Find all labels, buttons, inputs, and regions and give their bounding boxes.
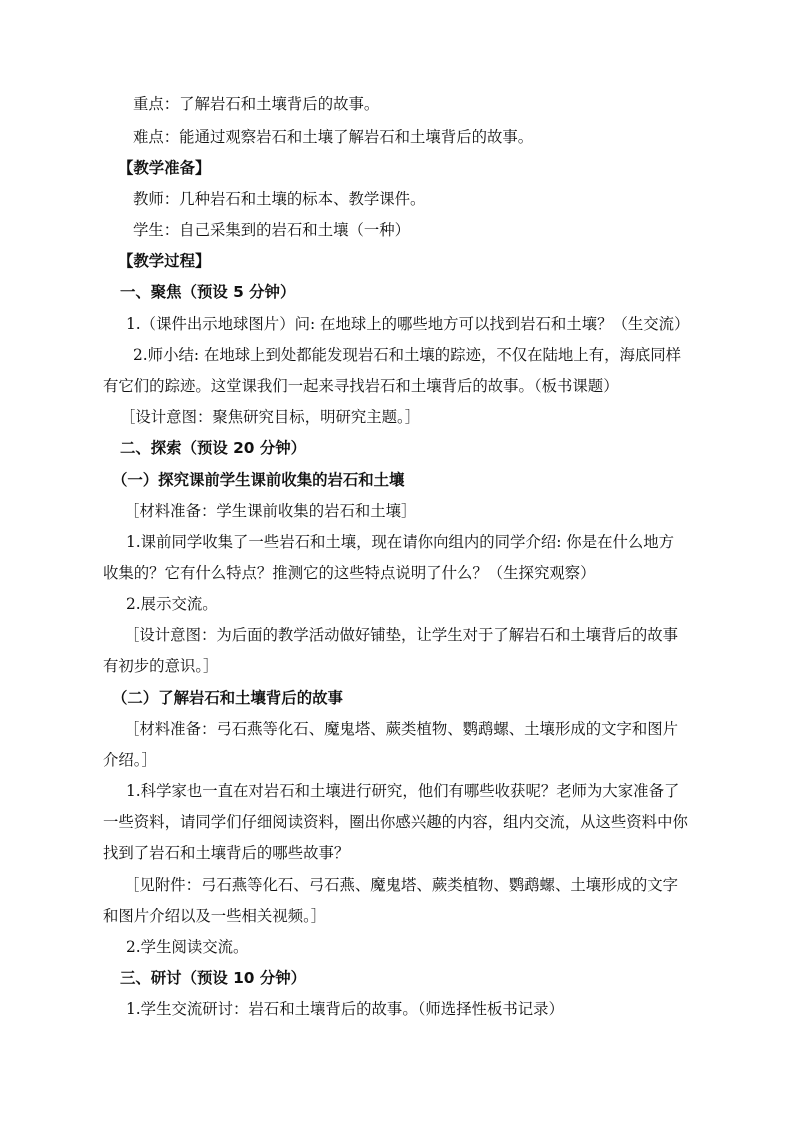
design-intent-line: ［设计意图：为后面的教学活动做好铺垫，让学生对于了解岩石和土壤背后的故事 [124,626,679,644]
materials-line: ［材料准备：弓石燕等化石、魔鬼塔、蕨类植物、鹦鹉螺、土壤形成的文字和图片 [124,720,679,738]
paragraph-line: 1.科学家也一直在对岩石和土壤进行研究，他们有哪些收获呢？老师为大家准备了 [126,782,680,800]
materials-line: 介绍。］ [103,751,157,769]
paragraph-line: 2.展示交流。 [126,595,218,613]
sub-heading-explore-materials: （一）探究课前学生课前收集的岩石和土壤 [112,471,405,489]
step-heading-focus: 一、聚焦（预设 5 分钟） [120,283,296,301]
paragraph-line: 收集的？它有什么特点？推测它的这些特点说明了什么？（生探究观察） [103,564,596,582]
materials-line: ［材料准备：学生课前收集的岩石和土壤］ [124,502,417,520]
section-heading-process: 【教学过程】 [118,252,211,270]
paragraph-line: 一些资料，请同学们仔细阅读资料，圈出你感兴趣的内容，组内交流，从这些资料中你 [103,813,688,831]
key-point-line: 重点：了解岩石和土壤背后的故事。 [133,95,380,113]
attachment-line: ［见附件：弓石燕等化石、弓石燕、魔鬼塔、蕨类植物、鹦鹉螺、土壤形成的文字 [124,876,679,894]
section-heading-preparation: 【教学准备】 [118,159,211,177]
paragraph-line: 2.师小结: 在地球上到处都能发现岩石和土壤的踪迹，不仅在陆地上有，海底同样 [133,346,682,364]
paragraph-line: 找到了岩石和土壤背后的哪些故事？ [103,844,350,862]
teacher-prep-line: 教师：几种岩石和土壤的标本、教学课件。 [133,190,426,208]
paragraph-line: 有它们的踪迹。这堂课我们一起来寻找岩石和土壤背后的故事。（板书课题） [103,377,619,395]
paragraph-line: 1.课前同学收集了一些岩石和土壤，现在请你向组内的同学介绍: 你是在什么地方 [126,533,675,551]
student-prep-line: 学生：自己采集到的岩石和土壤（一种） [133,221,411,239]
paragraph-line: 1.学生交流研讨：岩石和土壤背后的故事。（师选择性板书记录） [126,1000,564,1018]
paragraph-line: 2.学生阅读交流。 [126,938,249,956]
paragraph-line: 1.（课件出示地球图片）问: 在地球上的哪些地方可以找到岩石和土壤？（生交流） [126,315,690,333]
step-heading-discuss: 三、研讨（预设 10 分钟） [120,969,307,987]
design-intent-line: 有初步的意识。］ [103,657,219,675]
design-intent-line: ［设计意图：聚焦研究目标，明研究主题。］ [120,408,421,426]
sub-heading-stories: （二）了解岩石和土壤背后的故事 [112,689,343,707]
difficulty-line: 难点：能通过观察岩石和土壤了解岩石和土壤背后的故事。 [133,128,534,146]
step-heading-explore: 二、探索（预设 20 分钟） [120,439,307,457]
attachment-line: 和图片介绍以及一些相关视频。］ [103,907,327,925]
